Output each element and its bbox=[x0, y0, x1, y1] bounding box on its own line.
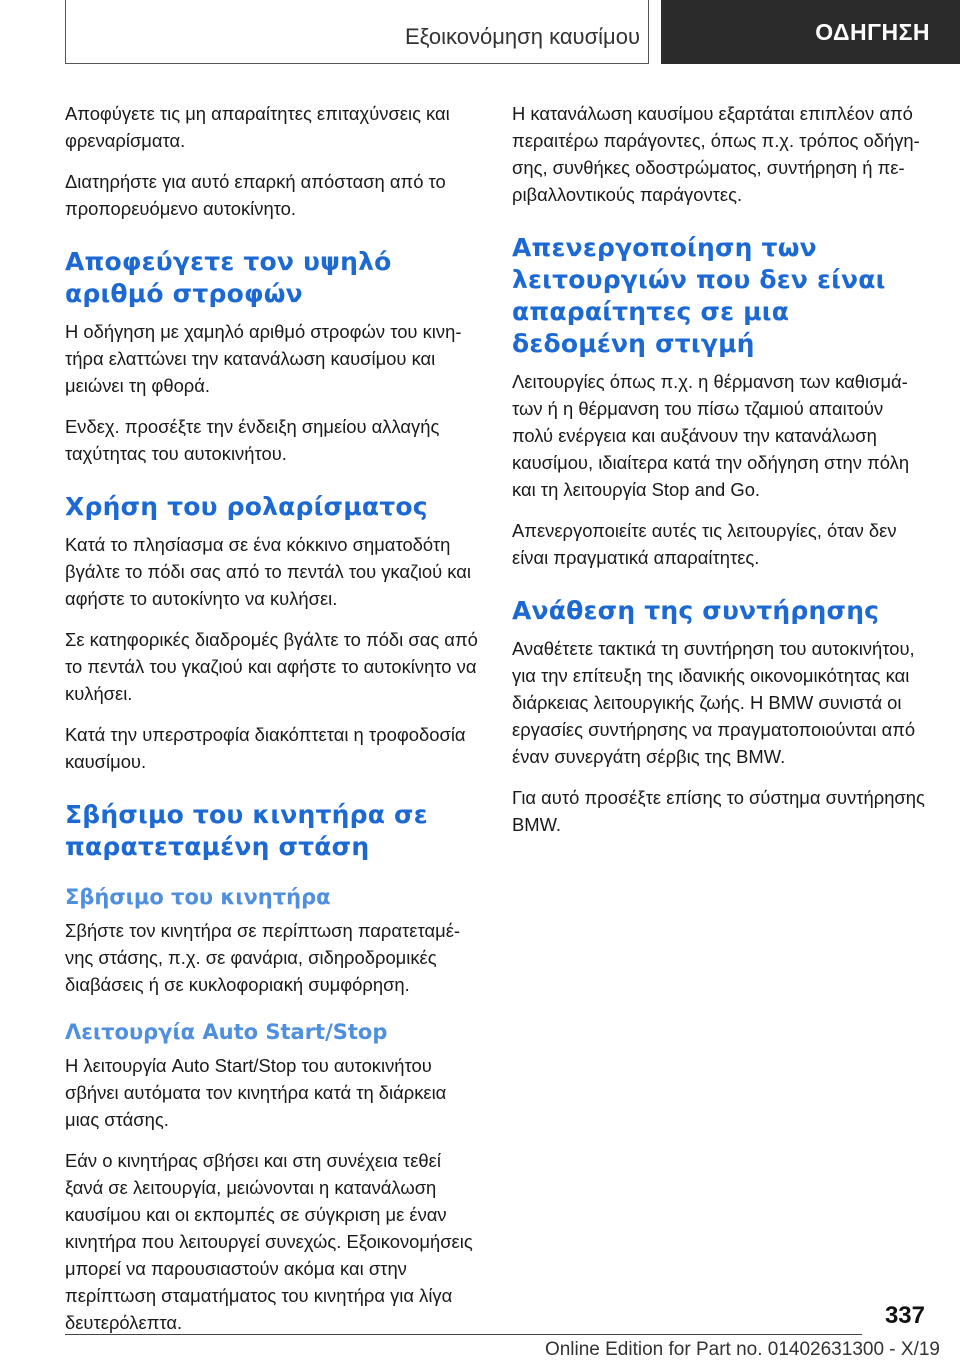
paragraph: Σε κατηφορικές διαδρομές βγάλτε το πόδι σας από το πεντάλ του γκαζιού και αφήστε το αυτοκίνητο να κυλήσει. bbox=[65, 629, 478, 704]
paragraph: Αποφύγετε τις μη απαραίτητες επιταχύνσεις και φρεναρίσματα. bbox=[65, 103, 450, 151]
left-column bbox=[65, 100, 481, 1350]
paragraph: Η λειτουργία Auto Start/Stop του αυτοκινήτου σβήνει αυτόματα τον κινητήρα κατά τη διάρκεια μιας στάσης. bbox=[65, 1055, 447, 1130]
header-section-title: Εξοικονόμηση καυσίμου bbox=[405, 24, 640, 49]
heading-maintenance: Ανάθεση της συντήρησης bbox=[512, 596, 880, 625]
paragraph: Εάν ο κινητήρας σβήσει και στη συνέχεια τεθεί ξανά σε λειτουργία, μειώνονται η κατανάλωση καυσίμου και οι εκπομπές σε σύγκριση με έναν κινητήρα που λειτουργεί συνεχώς. Εξοικονομήσεις μπορεί να παρουσιαστούν ακόμα και στην περίπτωση σταματήματος του κινητήρα για λίγα δευτερόλεπτα. bbox=[65, 1150, 473, 1333]
header-chapter-label: ΟΔΗΓΗΣΗ bbox=[815, 18, 930, 45]
paragraph: Κατά την υπερστροφία διακόπτεται η τροφοδοσία καυσίμου. bbox=[65, 724, 466, 772]
heading-high-rpm: Αποφεύγετε τον υψηλό αριθμό στροφών bbox=[65, 247, 392, 308]
paragraph: Λειτουργίες όπως π.χ. η θέρμανση των καθισμάτων ή η θέρμανση του πίσω τζαμιού απαιτούν πολύ ενέργεια και αυξάνουν την κατανάλωση καυσίμου, ιδιαίτερα κατά την οδήγηση στην πόλη και τη λειτουργία Stop and Go. bbox=[512, 371, 910, 500]
heading-coasting: Χρήση του ρολαρίσματος bbox=[65, 492, 428, 521]
subheading-auto-start-stop: Λειτουργία Auto Start/Stop bbox=[65, 1020, 388, 1044]
footer-edition: Online Edition for Part no. 01402631300 - X/19 bbox=[544, 1339, 940, 1360]
subheading-engine-off: Σβήσιμο του κινητήρα bbox=[65, 885, 331, 909]
paragraph: Απενεργοποιείτε αυτές τις λειτουργίες, όταν δεν είναι πραγματικά απαραίτητες. bbox=[512, 520, 897, 568]
paragraph: Κατά το πλησίασμα σε ένα κόκκινο σηματοδότη βγάλτε το πόδι σας από το πεντάλ του γκαζιού και αφήστε το αυτοκίνητο να κυλήσει. bbox=[65, 534, 471, 609]
paragraph: Ενδεχ. προσέξτε την ένδειξη σημείου αλλαγής ταχύτητας του αυτοκινήτου. bbox=[65, 416, 440, 464]
paragraph: Διατηρήστε για αυτό επαρκή απόσταση από το προπορευόμενο αυτοκίνητο. bbox=[65, 171, 446, 219]
paragraph: Η κατανάλωση καυσίμου εξαρτάται επιπλέον από περαιτέρω παράγοντες, όπως π.χ. τρόπος οδήγησης, συνθήκες οδοστρώματος, συντήρηση ή περιβαλλοντικούς παράγοντες. bbox=[512, 103, 920, 205]
footer-divider bbox=[65, 1334, 862, 1335]
heading-engine-off: Σβήσιμο του κινητήρα σε παρατεταμένη στάση bbox=[65, 800, 428, 861]
paragraph: Σβήστε τον κινητήρα σε περίπτωση παρατεταμένης στάσης, π.χ. σε φανάρια, σιδηροδρομικές διαβάσεις ή σε κυκλοφοριακή συμφόρηση. bbox=[65, 920, 461, 995]
heading-disable-functions: Απενεργοποίηση των λειτουργιών που δεν είναι απαραίτητες σε μια δεδομένη στιγμή bbox=[512, 233, 886, 358]
paragraph: Η οδήγηση με χαμηλό αριθμό στροφών του κινητήρα ελαττώνει την κατανάλωση καυσίμου και μειώνει τη φθορά. bbox=[65, 321, 462, 396]
page-number: 337 bbox=[884, 1302, 925, 1329]
header-chapter-tab bbox=[661, 0, 960, 64]
right-column bbox=[512, 100, 928, 852]
paragraph: Αναθέτετε τακτικά τη συντήρηση του αυτοκινήτου, για την επίτευξη της ιδανικής οικονομικότητας και διάρκειας λειτουργικής ζωής. Η BMW συνιστά οι εργασίες συντήρησης να πραγματοποιούνται από έναν συνεργάτη σέρβις της BMW. bbox=[512, 638, 916, 767]
paragraph: Για αυτό προσέξτε επίσης το σύστημα συντήρησης BMW. bbox=[512, 787, 925, 835]
